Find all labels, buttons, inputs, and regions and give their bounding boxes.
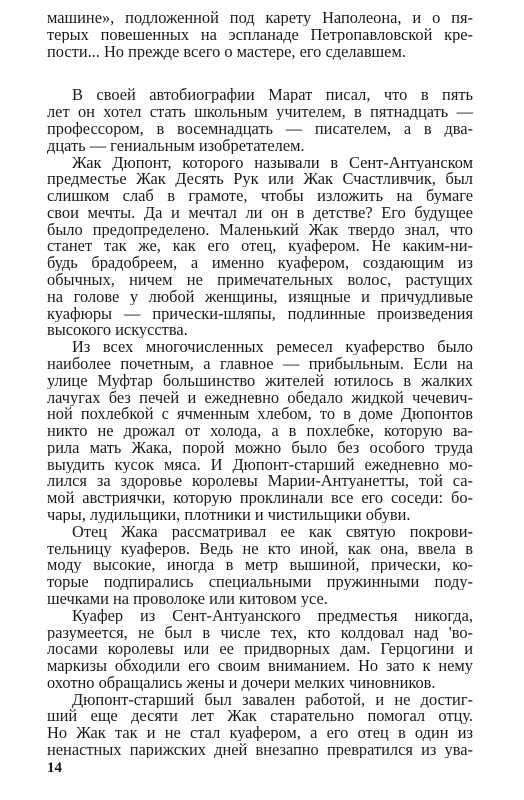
text-line: выудить кусок мяса. И Дюпонт-старший ежедневно мо- xyxy=(47,457,473,473)
text-line: маркизы обходили его своим вниманием. Но зато к нему xyxy=(47,658,473,674)
text-line: охотно обращались жены и дочери мелких чиновников. xyxy=(47,675,436,691)
text-line: куафюры — прически-шляпы, подлинные произведения xyxy=(47,306,473,322)
text-line: Куафер из Сент-Антуанского предместья никогда, xyxy=(72,608,473,624)
text-line: наиболее почетным, а главное — прибыльным. Если на xyxy=(47,356,473,372)
text-line: лился за здоровье королевы Марии-Антуанетты, той са- xyxy=(47,473,473,489)
text-line: станет так же, как его отец, куафером. Не каким-ни- xyxy=(47,238,473,254)
text-line: шечками на проволоке или китовом усе. xyxy=(47,591,328,607)
text-line: лосами королевы или ее придворных дам. Герцогини и xyxy=(47,641,473,657)
text-line: машине», подложенной под карету Наполеона, и о пя- xyxy=(47,10,473,26)
text-line: лачугах без печей и ежедневно обедало жидкой чечевич- xyxy=(47,390,473,406)
text-line: тельницу куаферов. Ведь не кто иной, как она, ввела в xyxy=(47,541,473,557)
text-line: Дюпонт-старший был завален работой, и не достиг- xyxy=(72,692,473,708)
text-line: мой австриячки, которую проклинали все его соседи: бо- xyxy=(47,490,473,506)
text-line: Отец Жака рассматривал ее как святую покрови- xyxy=(72,524,473,540)
text-line: улице Муфтар большинство жителей ютилось в жалких xyxy=(47,373,473,389)
text-line: Жак Дюпонт, которого называли в Сент-Антуанском xyxy=(72,155,473,171)
text-line: ненастных парижских дней внезапно превратился из ува- xyxy=(47,742,473,758)
text-line: свои мечты. Да и мечтал ли он в детстве? Его будущее xyxy=(47,205,473,221)
text-line: разумеется, не был в числе тех, кто колдовал над 'во- xyxy=(47,625,473,641)
text-line: будь брадобреем, а именно куафером, создающим из xyxy=(47,255,473,271)
page-number: 14 xyxy=(47,760,62,776)
text-line: высокого искусства. xyxy=(47,322,188,338)
text-line: чары, лудильщики, плотники и чистильщики обуви. xyxy=(47,507,411,523)
text-line: торые подпирались специальными пружинными поду- xyxy=(47,574,473,590)
text-line: дцать — гениальным изобретателем. xyxy=(47,138,305,154)
text-line: было предопределено. Маленький Жак твердо знал, что xyxy=(47,222,473,238)
text-line: Но Жак так и не стал куафером, а его отец в один из xyxy=(47,725,473,741)
text-line: Из всех многочисленных ремесел куаферство было xyxy=(72,339,473,355)
text-line: рила мать Жака, порой можно было без особого труда xyxy=(47,440,473,456)
text-line: слишком слаб в грамоте, чтобы изложить на бумаге xyxy=(47,188,473,204)
text-line: никто не дрожал от холода, а в похлебке, которую ва- xyxy=(47,423,473,439)
text-line: профессором, в восемнадцать — писателем, а в два- xyxy=(47,121,473,137)
text-line: ший еще десяти лет Жак старательно помогал отцу. xyxy=(47,708,473,724)
text-line: лет он хотел стать школьным учителем, в пятнадцать — xyxy=(47,104,473,120)
text-line: пости... Но прежде всего о мастере, его сделавшем. xyxy=(47,44,406,60)
text-line: В своей автобиографии Марат писал, что в пять xyxy=(72,87,473,103)
text-line: терых повешенных на эспланаде Петропавловской кре- xyxy=(47,27,473,43)
text-line: предместье Жак Десять Рук или Жак Счастливчик, был xyxy=(47,171,473,187)
text-line: моду высокие, иногда в метр вышиной, прически, ко- xyxy=(47,557,473,573)
text-line: обычных, ничем не примечательных волос, растущих xyxy=(47,272,473,288)
text-line: ной похлебкой с ячменным хлебом, то в доме Дюпонтов xyxy=(47,406,473,422)
text-line: на голове у любой женщины, изящные и причудливые xyxy=(47,289,473,305)
